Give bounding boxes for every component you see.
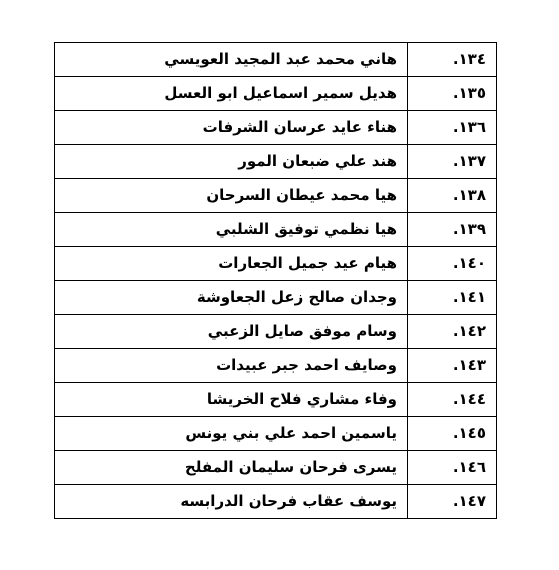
row-number: ١٤٠. bbox=[408, 247, 497, 281]
row-name: وفاء مشاري فلاح الخريشا bbox=[55, 383, 408, 417]
row-number: ١٤٥. bbox=[408, 417, 497, 451]
row-number: ١٤١. bbox=[408, 281, 497, 315]
table-row bbox=[55, 77, 497, 111]
table-row bbox=[55, 349, 497, 383]
table-row bbox=[55, 145, 497, 179]
names-table bbox=[54, 42, 497, 519]
table-row bbox=[55, 315, 497, 349]
row-name: وجدان صالح زعل الجعاوشة bbox=[55, 281, 408, 315]
row-number: ١٣٧. bbox=[408, 145, 497, 179]
row-number: ١٤٣. bbox=[408, 349, 497, 383]
row-name: ياسمين احمد علي بني يونس bbox=[55, 417, 408, 451]
row-name: يسرى فرحان سليمان المفلح bbox=[55, 451, 408, 485]
table-row bbox=[55, 179, 497, 213]
table-row bbox=[55, 485, 497, 519]
row-name: هيام عيد جميل الجعارات bbox=[55, 247, 408, 281]
row-name: هيا محمد عيطان السرحان bbox=[55, 179, 408, 213]
row-name: هاني محمد عبد المجيد العويسي bbox=[55, 43, 408, 77]
row-name: هناء عايد عرسان الشرفات bbox=[55, 111, 408, 145]
row-name: هند علي ضبعان المور bbox=[55, 145, 408, 179]
table-row bbox=[55, 43, 497, 77]
table-row bbox=[55, 417, 497, 451]
row-number: ١٣٩. bbox=[408, 213, 497, 247]
row-number: ١٤٦. bbox=[408, 451, 497, 485]
table-row bbox=[55, 111, 497, 145]
row-number: ١٣٤. bbox=[408, 43, 497, 77]
row-name: وصايف احمد جبر عبيدات bbox=[55, 349, 408, 383]
row-name: يوسف عقاب فرحان الدرابسه bbox=[55, 485, 408, 519]
row-name: هديل سمير اسماعيل ابو العسل bbox=[55, 77, 408, 111]
row-number: ١٣٥. bbox=[408, 77, 497, 111]
table-row bbox=[55, 213, 497, 247]
row-number: ١٤٢. bbox=[408, 315, 497, 349]
table-row bbox=[55, 247, 497, 281]
row-number: ١٤٧. bbox=[408, 485, 497, 519]
row-number: ١٣٦. bbox=[408, 111, 497, 145]
table-row bbox=[55, 383, 497, 417]
table-row bbox=[55, 451, 497, 485]
row-name: هيا نظمي توفيق الشلبي bbox=[55, 213, 408, 247]
row-number: ١٣٨. bbox=[408, 179, 497, 213]
names-table-body bbox=[55, 43, 497, 519]
table-row bbox=[55, 281, 497, 315]
row-name: وسام موفق صايل الزعبي bbox=[55, 315, 408, 349]
row-number: ١٤٤. bbox=[408, 383, 497, 417]
